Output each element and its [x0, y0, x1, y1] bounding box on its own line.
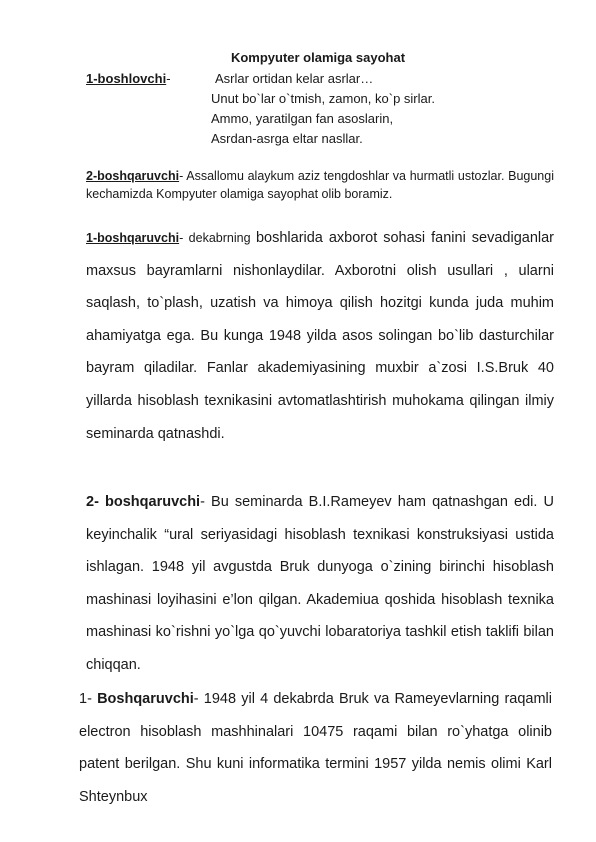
paragraph-text: - Bu seminarda B.I.Rameyev ham qatnashgan edi. U keyinchalik “ural seriyasidagi hisoblash texnikasi konstruksiyasi ustida ishlagan. 1948 yil avgustda Bruk dunyoga o`zining birinchi hisoblash mashinasi loyihasini e’lon qilgan. Akademiua qoshida hisoblash texnika mashinasi ko`rishni yo`lga qo`yuvchi lobaratoriya tashkil etish taklifi bilan chiqqan.	[86, 494, 554, 673]
speaker-label: Boshqaruvchi	[97, 691, 194, 707]
poem-line: Asrdan-asrga eltar nasllar.	[211, 131, 363, 146]
speaker-label: 2- boshqaruvchi	[86, 494, 201, 510]
paragraph-text-small: - dekabrning	[179, 231, 256, 245]
paragraph	[86, 167, 554, 203]
paragraph	[86, 486, 554, 682]
paragraph-text: - 1948 yil 4 dekabrda Bruk va Rameyevlarning raqamli electron hisoblash mashhinalari 10475 raqami bilan ro`yhatga olinib patent berilgan. Shu kuni informatika termini 1957 yilda nemis olimi Karl Shteynbux	[79, 691, 552, 805]
paragraph	[86, 222, 554, 450]
poem-speaker-line	[86, 71, 171, 86]
speaker-label: 2-boshqaruvchi	[86, 169, 180, 183]
speaker-label: 1-boshlovchi	[86, 71, 167, 86]
poem-line: Asrlar ortidan kelar asrlar…	[215, 71, 374, 86]
paragraph-prefix: 1-	[79, 691, 98, 707]
poem-line: Ammo, yaratilgan fan asoslarin,	[211, 111, 394, 126]
poem-line: Unut bo`lar o`tmish, zamon, ko`p sirlar.	[211, 91, 435, 106]
speaker-dash: -	[166, 71, 171, 86]
paragraph-text: boshlarida axborot sohasi fanini sevadiganlar maxsus bayramlarni nishonlaydilar. Axborotni olish usullari , ularni saqlash, to`plash, uzatish va himoya qilish hozitgi kunda juda muhim ahamiyatga ega. Bu kunga 1948 yilda asos solingan bo`lib dasturchilar bayram qiladilar. Fanlar akademiyasining muxbir a`zosi I.S.Bruk 40 yillarda hisoblash texnikasini avtomatlashtirish muhokama qilingan ilmiy seminarda qatnashdi.	[86, 230, 554, 442]
paragraph	[79, 683, 552, 813]
speaker-label: 1-boshqaruvchi	[86, 231, 180, 245]
paragraph-text: - Assallomu alaykum aziz tengdoshlar va hurmatli ustozlar. Bugungi kechamizda Kompyuter olamiga sayophat olib boramiz.	[86, 169, 554, 201]
document-title: Kompyuter olamiga sayohat	[230, 50, 406, 65]
